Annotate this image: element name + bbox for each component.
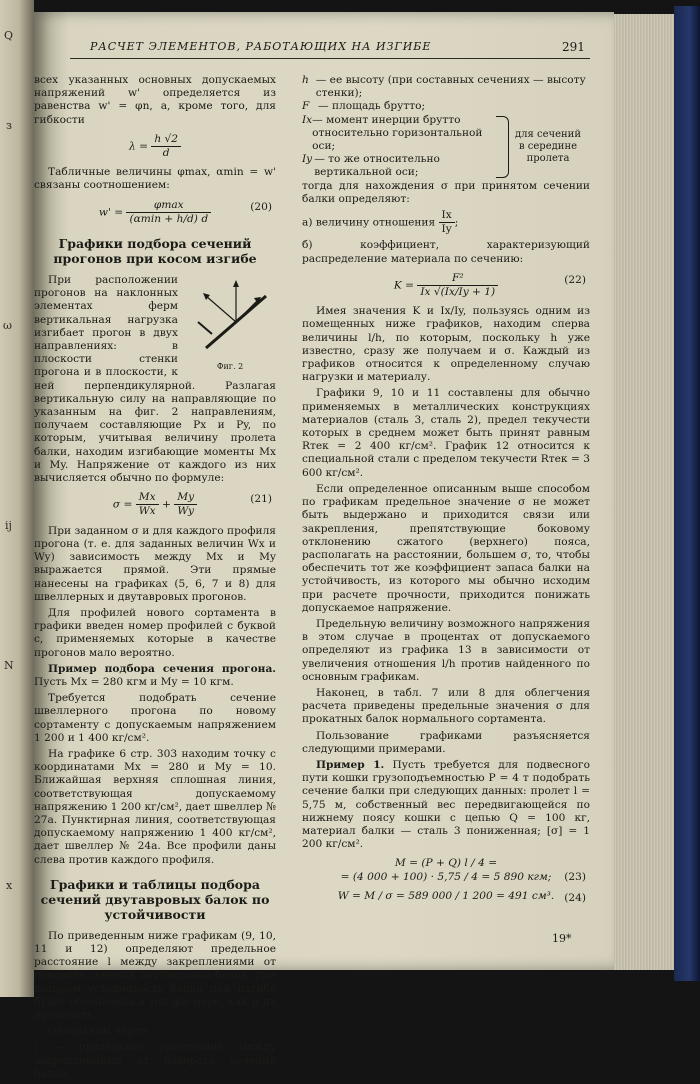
prev-page-text-fragment: ij [5,519,12,532]
left-column [34,74,276,1084]
beam-force-diagram [186,278,274,356]
example-text: Пусть Mx = 280 кгм и My = 10 кгм. [34,675,234,688]
fraction-denominator: Ix √(Ix/Iy + 1) [420,286,496,299]
header-rule [70,58,590,59]
formula-21 [34,491,276,518]
formula-20 [34,199,276,226]
definition-text: — площадь брутто; [318,100,426,113]
example-title: Пример 1. [316,758,385,771]
prev-page-text-fragment: N [4,659,14,672]
fraction-numerator: Ix [439,209,455,223]
fraction-numerator: h √2 [151,133,181,147]
figure-caption: Фиг. 2 [216,362,244,372]
example-title: Пример подбора сечения прогона. [48,662,276,675]
paragraph: Наконец, в табл. 7 или 8 для облегчения расчета приведены предельные значения σ для прокатных балок нормального сортамента. [302,686,590,726]
fraction-numerator: F² [417,272,498,286]
definition-row [302,114,492,154]
formula-23 [302,857,590,883]
formula-lhs: w' = [98,206,124,219]
fraction-denominator: (αmin + h/d) d [129,212,209,225]
previous-page-edge [0,0,34,997]
formula-lhs: K = [393,279,414,292]
example-text: Пусть требуется для подвесного пути кошки грузоподъемностью P = 4 т подобрать сечение балки при следующих данных: пролет l = 5,75 м, собственный вес передвигающейся по нижнему поясу кошки с цепью Q = 100 кг, материал балки — сталь 3 пониженная; [σ] = 1 200 кг/см². [302,758,590,851]
paragraph: При заданном σ и для каждого профиля прогона (т. е. для заданных величин Wx и Wy) зависимость между Mx и My выражается прямой. Эти прямые нанесены на графиках (5, 6, 7 и 8) для швеллерных и двутавровых прогонов. [34,524,276,603]
formula-24 [302,890,590,903]
paragraph: На графике 6 стр. 303 находим точку с координатами Mx = 280 и My = 10. Ближайшая верхняя сплошная линия, соответствующая допускаемому напряжению 1 200 кг/см², дает швеллер № 27а. Пунктирная линия, соответствующая допускаемому напряжению 1 400 кг/см², дает швеллер № 24а. Все профили даны слева против каждого профиля. [34,747,276,866]
equation-number: (22) [564,273,586,286]
formula-22 [302,272,590,299]
paragraph: тогда для нахождения σ при принятом сечении балки определяют: [302,179,590,205]
definition-list [302,114,492,180]
right-column [302,74,590,909]
equation-number: (21) [250,493,272,506]
formula-lhs: λ = [128,140,148,153]
fraction-denominator: Wy [177,505,194,518]
paragraph: Предельную величину возможного напряжения в этом случае в процентах от допускаемого определяют из графика 13 в зависимости от увеличения отношения l/h против найденного по основным графикам. [302,617,590,683]
fraction [126,199,211,226]
paragraph: б) коэффициент, характеризующий распределение материала по сечению: [302,239,590,265]
plus-sign: + [162,498,171,511]
symbol: h [302,74,309,86]
paragraph: Имея значения K и Ix/Iy, пользуясь одним из помещенных ниже графиков, находим сперва величины l/h, по которым, поскольку h уже известно, сразу же получаем и σ. Каждый из графиков относится к определенному случаю нагрузки и материалу. [302,305,590,384]
definition-row [302,74,590,100]
formula-line: = (4 000 + 100) · 5,75 / 4 = 5 890 кгм; [340,870,552,883]
paragraph: По приведенным ниже графикам (9, 10, 11 и 12) определяют предельное расстояние l между закреплениями от поворота сечения двутавровых балок, при котором устойчивость балки при изгибе будет обеспечена в той же мере, как и их прочность. [34,929,276,1021]
fraction [439,209,455,236]
fraction-denominator: Iy [441,223,452,236]
paragraph: Обозначим через: [48,1025,150,1038]
section-heading: Графики и таблицы подбора сечений двутавровых балок по устойчивости [40,876,270,922]
paragraph: Если определенное описанным выше способом по графикам предельное значение σ не может быть выдержано и приходится связи или закрепления, препятствующие боковому отклонению сжатого (верхнего) пояса, располагать на расстоянии, большем σ, то, чтобы обеспечить тот же коэффициент запаса балки на устойчивость, из которого мы обычно исходим при расчете прочности, приходится понижать допускаемое напряжение. [302,482,590,614]
prev-page-text-fragment: з [6,119,12,132]
paragraph: Требуется подобрать сечение швеллерного прогона по новому сортаменту с допускаемым напряжением 1 200 и 1 400 кг/см². [34,692,276,744]
equation-number: (23) [564,871,586,884]
definition-text: — то же относительно вертикальной оси; [314,153,440,179]
prev-page-text-fragment: Q [4,29,14,42]
paragraph: всех указанных основных допускаемых напряжений w' определяется из равенства w' = φn, а, кроме того, для гибкости [34,74,276,126]
fraction-denominator: d [162,147,170,160]
fraction-numerator: φmax [126,199,211,213]
symbol: F [302,100,310,113]
fraction [174,491,197,518]
prev-page-text-fragment: ω [3,319,12,332]
equation-number: (24) [564,891,586,904]
fraction-numerator: Mx [136,491,159,505]
item-text: а) величину отношения [302,216,436,229]
formula-lambda [34,133,276,160]
bracket-note: для сечений в середине пролета [514,128,582,164]
book-cover-edge [674,6,700,981]
page-number: 291 [562,40,585,54]
paragraph: Пользование графиками разъясняется следующими примерами. [302,729,590,755]
page-stack-edges [614,14,674,970]
paragraph: Графики 9, 10 и 11 составлены для обычно применяемых в металлических конструкциях материалов (сталь 3, сталь 2), предел текучести которых в среднем может быть принят равным Rтек = 2 400 кг/см². График 12 относится к специальной стали с пределом текучести Rтек = 3 600 кг/см². [302,387,590,479]
fraction-denominator: Wx [138,505,156,518]
symbol: Ix [302,113,313,126]
curly-bracket [496,116,509,178]
definition-group [302,114,590,180]
example-paragraph [302,759,590,851]
definition-text: — ее высоту (при составных сечениях — высоту стенки); [315,74,586,100]
fraction [151,133,181,160]
fraction [417,272,498,299]
formula-lhs: σ = [112,498,133,511]
paragraph: Для профилей нового сортамента в графики введен номер профилей с буквой с, применяемых которые в качестве прогонов мало вероятно. [34,606,276,659]
fraction-numerator: My [174,491,197,505]
definition-text: — момент инерции брутто относительно горизонтальной оси; [312,113,483,153]
paragraph: а) величину отношения $\frac{Ix}{Iy}$ ; [302,209,459,236]
fraction [136,491,159,518]
running-header: РАСЧЕТ ЭЛЕМЕНТОВ, РАБОТАЮЩИХ НА ИЗГИБЕ [90,40,432,53]
formula-line: M = (P + Q) l / 4 = [394,857,498,870]
example-paragraph [34,663,276,689]
formula-line: W = M / σ = 589 000 / 1 200 = 491 см³. [337,889,555,902]
paragraph: l — предельное расстояние между закреплениями от поворота сечения балки; [34,1041,276,1080]
symbol: Iy [302,153,313,166]
paragraph: При расположении прогонов на наклонных элементах ферм вертикальная нагрузка изгибает прогон в двух направлениях: в плоскости стенки прогона и в плоскости, к ней перпендикулярной. Разлагая вертикальную силу на направляющие по указанным на фиг. 2 направлениям, получаем составляющие Px и Py, по которым, учитывая величину пролета балки, находим изгибающие моменты Mx и My. Напряжение от каждого из них вычисляется обычно по формуле: [34,274,276,485]
signature-mark: 19* [552,932,572,945]
figure-2 [184,278,276,373]
equation-number: (20) [250,200,272,213]
paragraph: Табличные величины φmax, αmin = w' связаны соотношением: [34,166,276,192]
prev-page-text-fragment: x [6,879,13,892]
definition-row [302,100,590,113]
section-heading: Графики подбора сечений прогонов при косом изгибе [53,236,257,267]
definition-row [302,153,492,179]
